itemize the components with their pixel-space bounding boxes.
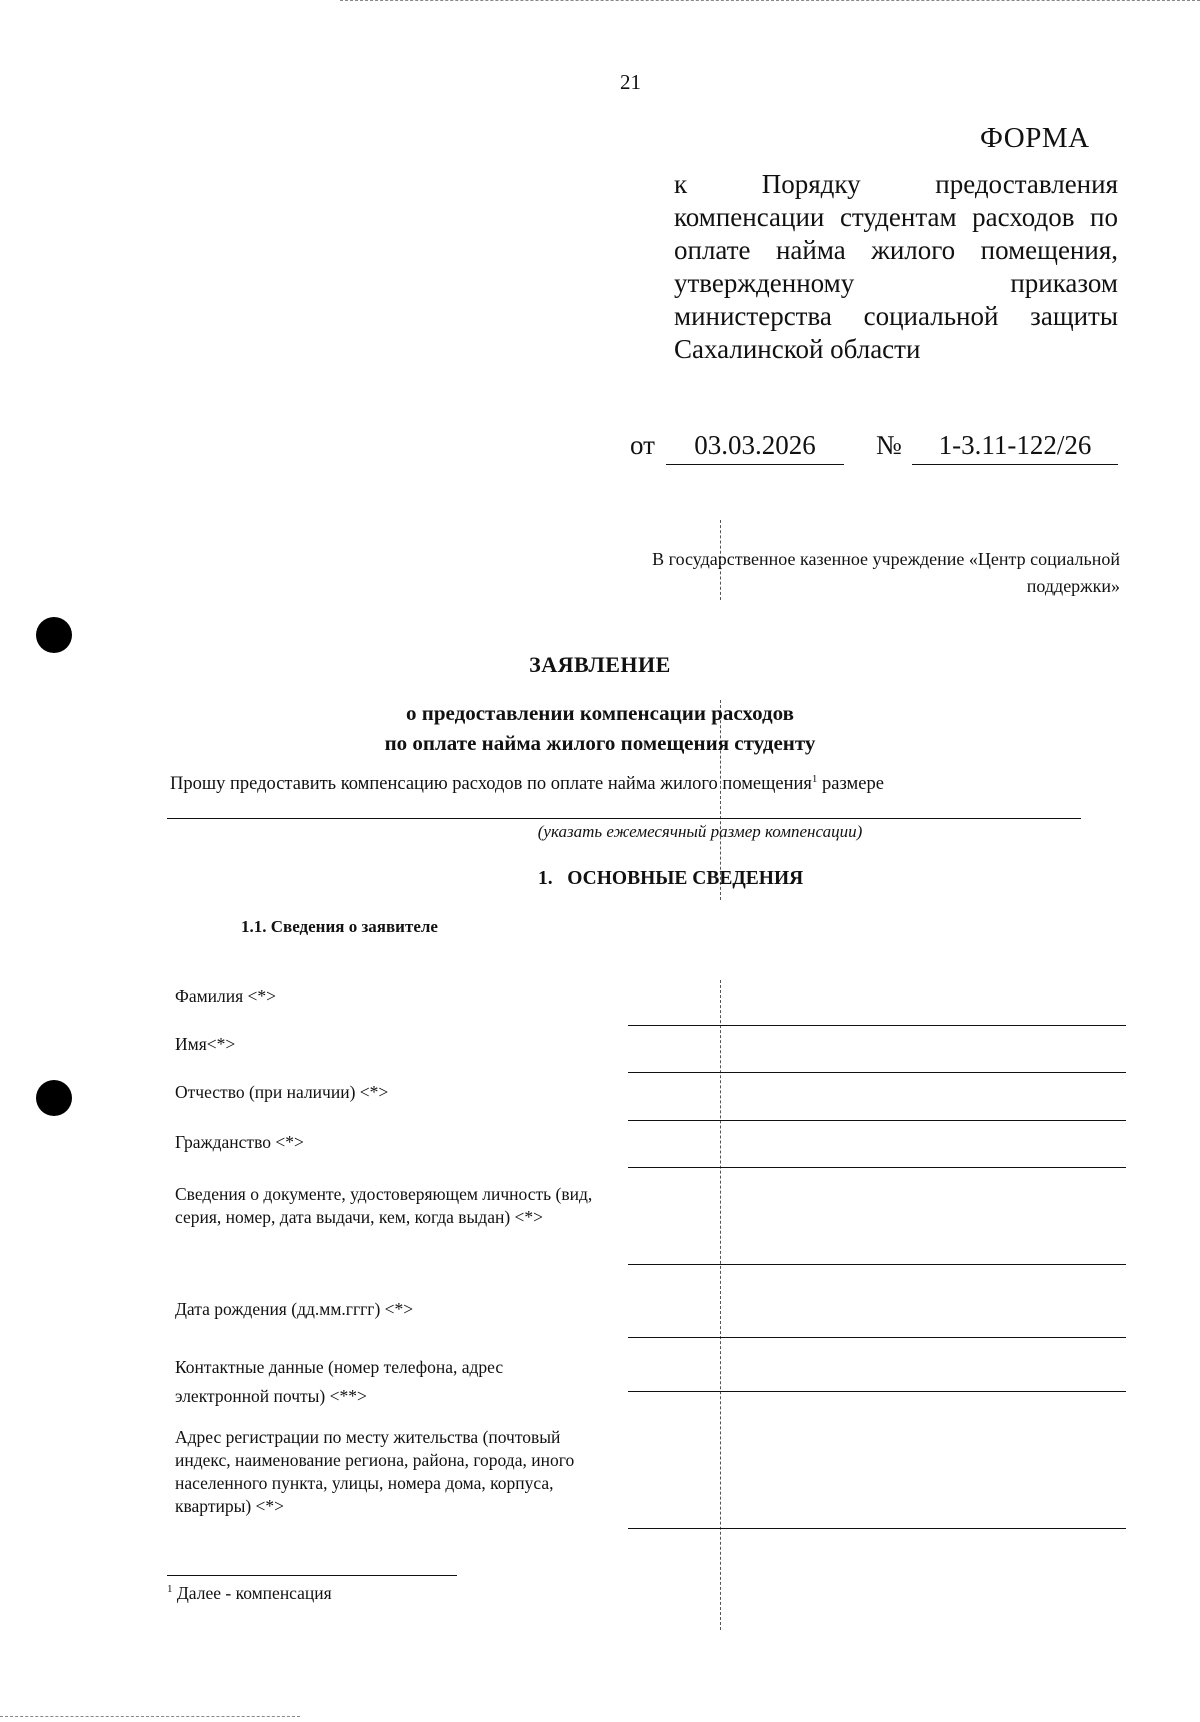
request-text <box>170 773 884 795</box>
approval-line: компенсации студентам расходов по <box>674 202 1118 232</box>
page-number: 21 <box>620 70 641 94</box>
footnote <box>167 1583 332 1604</box>
punch-hole <box>36 617 72 653</box>
document-number: 1-3.11-122/26 <box>912 430 1118 465</box>
fold-mark <box>720 980 721 1630</box>
field-label-citizenship: Гражданство <*> <box>175 1132 304 1152</box>
footnote-ref: 1 <box>811 773 818 785</box>
approval-line: Сахалинской области <box>674 334 921 364</box>
section-number: 1. <box>538 868 553 889</box>
document-date: 03.03.2026 <box>666 430 844 465</box>
footnote-separator <box>167 1575 457 1576</box>
footnote-mark: 1 <box>167 1583 173 1596</box>
compensation-hint: (указать ежемесячный размер компенсации) <box>537 822 863 841</box>
approval-line: оплате найма жилого помещения, <box>674 235 1118 265</box>
surname-field[interactable] <box>628 1025 1126 1026</box>
birth-date-field[interactable] <box>628 1337 1126 1338</box>
subtitle-line: о предоставлении компенсации расходов <box>406 701 794 725</box>
approval-line: министерства социальной защиты <box>674 301 1118 331</box>
approval-reference <box>674 168 1118 366</box>
approval-line: утвержденному приказом <box>674 268 1118 298</box>
addressee-line: В государственное казенное учреждение «Центр социальной <box>652 549 1120 569</box>
scan-edge-line <box>0 1716 300 1717</box>
subtitle-line: по оплате найма жилого помещения студенту <box>384 731 816 755</box>
name-field[interactable] <box>628 1072 1126 1073</box>
request-text-main: Прошу предоставить компенсацию расходов по оплате найма жилого помещения <box>170 774 812 795</box>
patronymic-field[interactable] <box>628 1120 1126 1121</box>
scan-edge-line <box>340 0 1200 1</box>
section-heading <box>538 868 803 890</box>
document-title: ЗАЯВЛЕНИЕ <box>529 652 671 677</box>
subsection-heading: 1.1. Сведения о заявителе <box>241 917 438 936</box>
field-label-surname: Фамилия <*> <box>175 986 277 1006</box>
punch-hole <box>36 1080 72 1116</box>
compensation-amount-line[interactable] <box>167 818 1081 819</box>
citizenship-field[interactable] <box>628 1167 1126 1168</box>
approval-line: к Порядку предоставления <box>674 169 1118 199</box>
field-label-identity-document: Сведения о документе, удостоверяющем личность (вид, серия, номер, дата выдачи, кем, когда выдан) <*> <box>175 1184 593 1227</box>
field-label-contacts: Контактные данные (номер телефона, адрес электронной почты) <**> <box>175 1357 504 1406</box>
section-title: ОСНОВНЫЕ СВЕДЕНИЯ <box>567 868 804 889</box>
request-text-tail: размере <box>817 774 884 795</box>
date-prefix: от <box>630 430 655 460</box>
field-label-registration-address: Адрес регистрации по месту жительства (почтовый индекс, наименование региона, района, города, иного населенного пункта, улицы, номера дома, корпуса, квартиры) <*> <box>175 1427 575 1516</box>
contacts-field[interactable] <box>628 1391 1126 1392</box>
addressee <box>560 546 1120 600</box>
addressee-line: поддержки» <box>1026 576 1120 596</box>
form-label: ФОРМА <box>980 122 1090 154</box>
identity-document-field[interactable] <box>628 1264 1126 1265</box>
footnote-text: Далее - компенсация <box>172 1583 332 1603</box>
document-subtitle <box>0 698 1200 758</box>
number-prefix: № <box>876 430 902 460</box>
field-label-birth-date: Дата рождения (дд.мм.гггг) <*> <box>175 1299 414 1319</box>
field-label-name: Имя<*> <box>175 1034 236 1054</box>
registration-address-field[interactable] <box>628 1528 1126 1529</box>
field-label-patronymic: Отчество (при наличии) <*> <box>175 1082 389 1102</box>
